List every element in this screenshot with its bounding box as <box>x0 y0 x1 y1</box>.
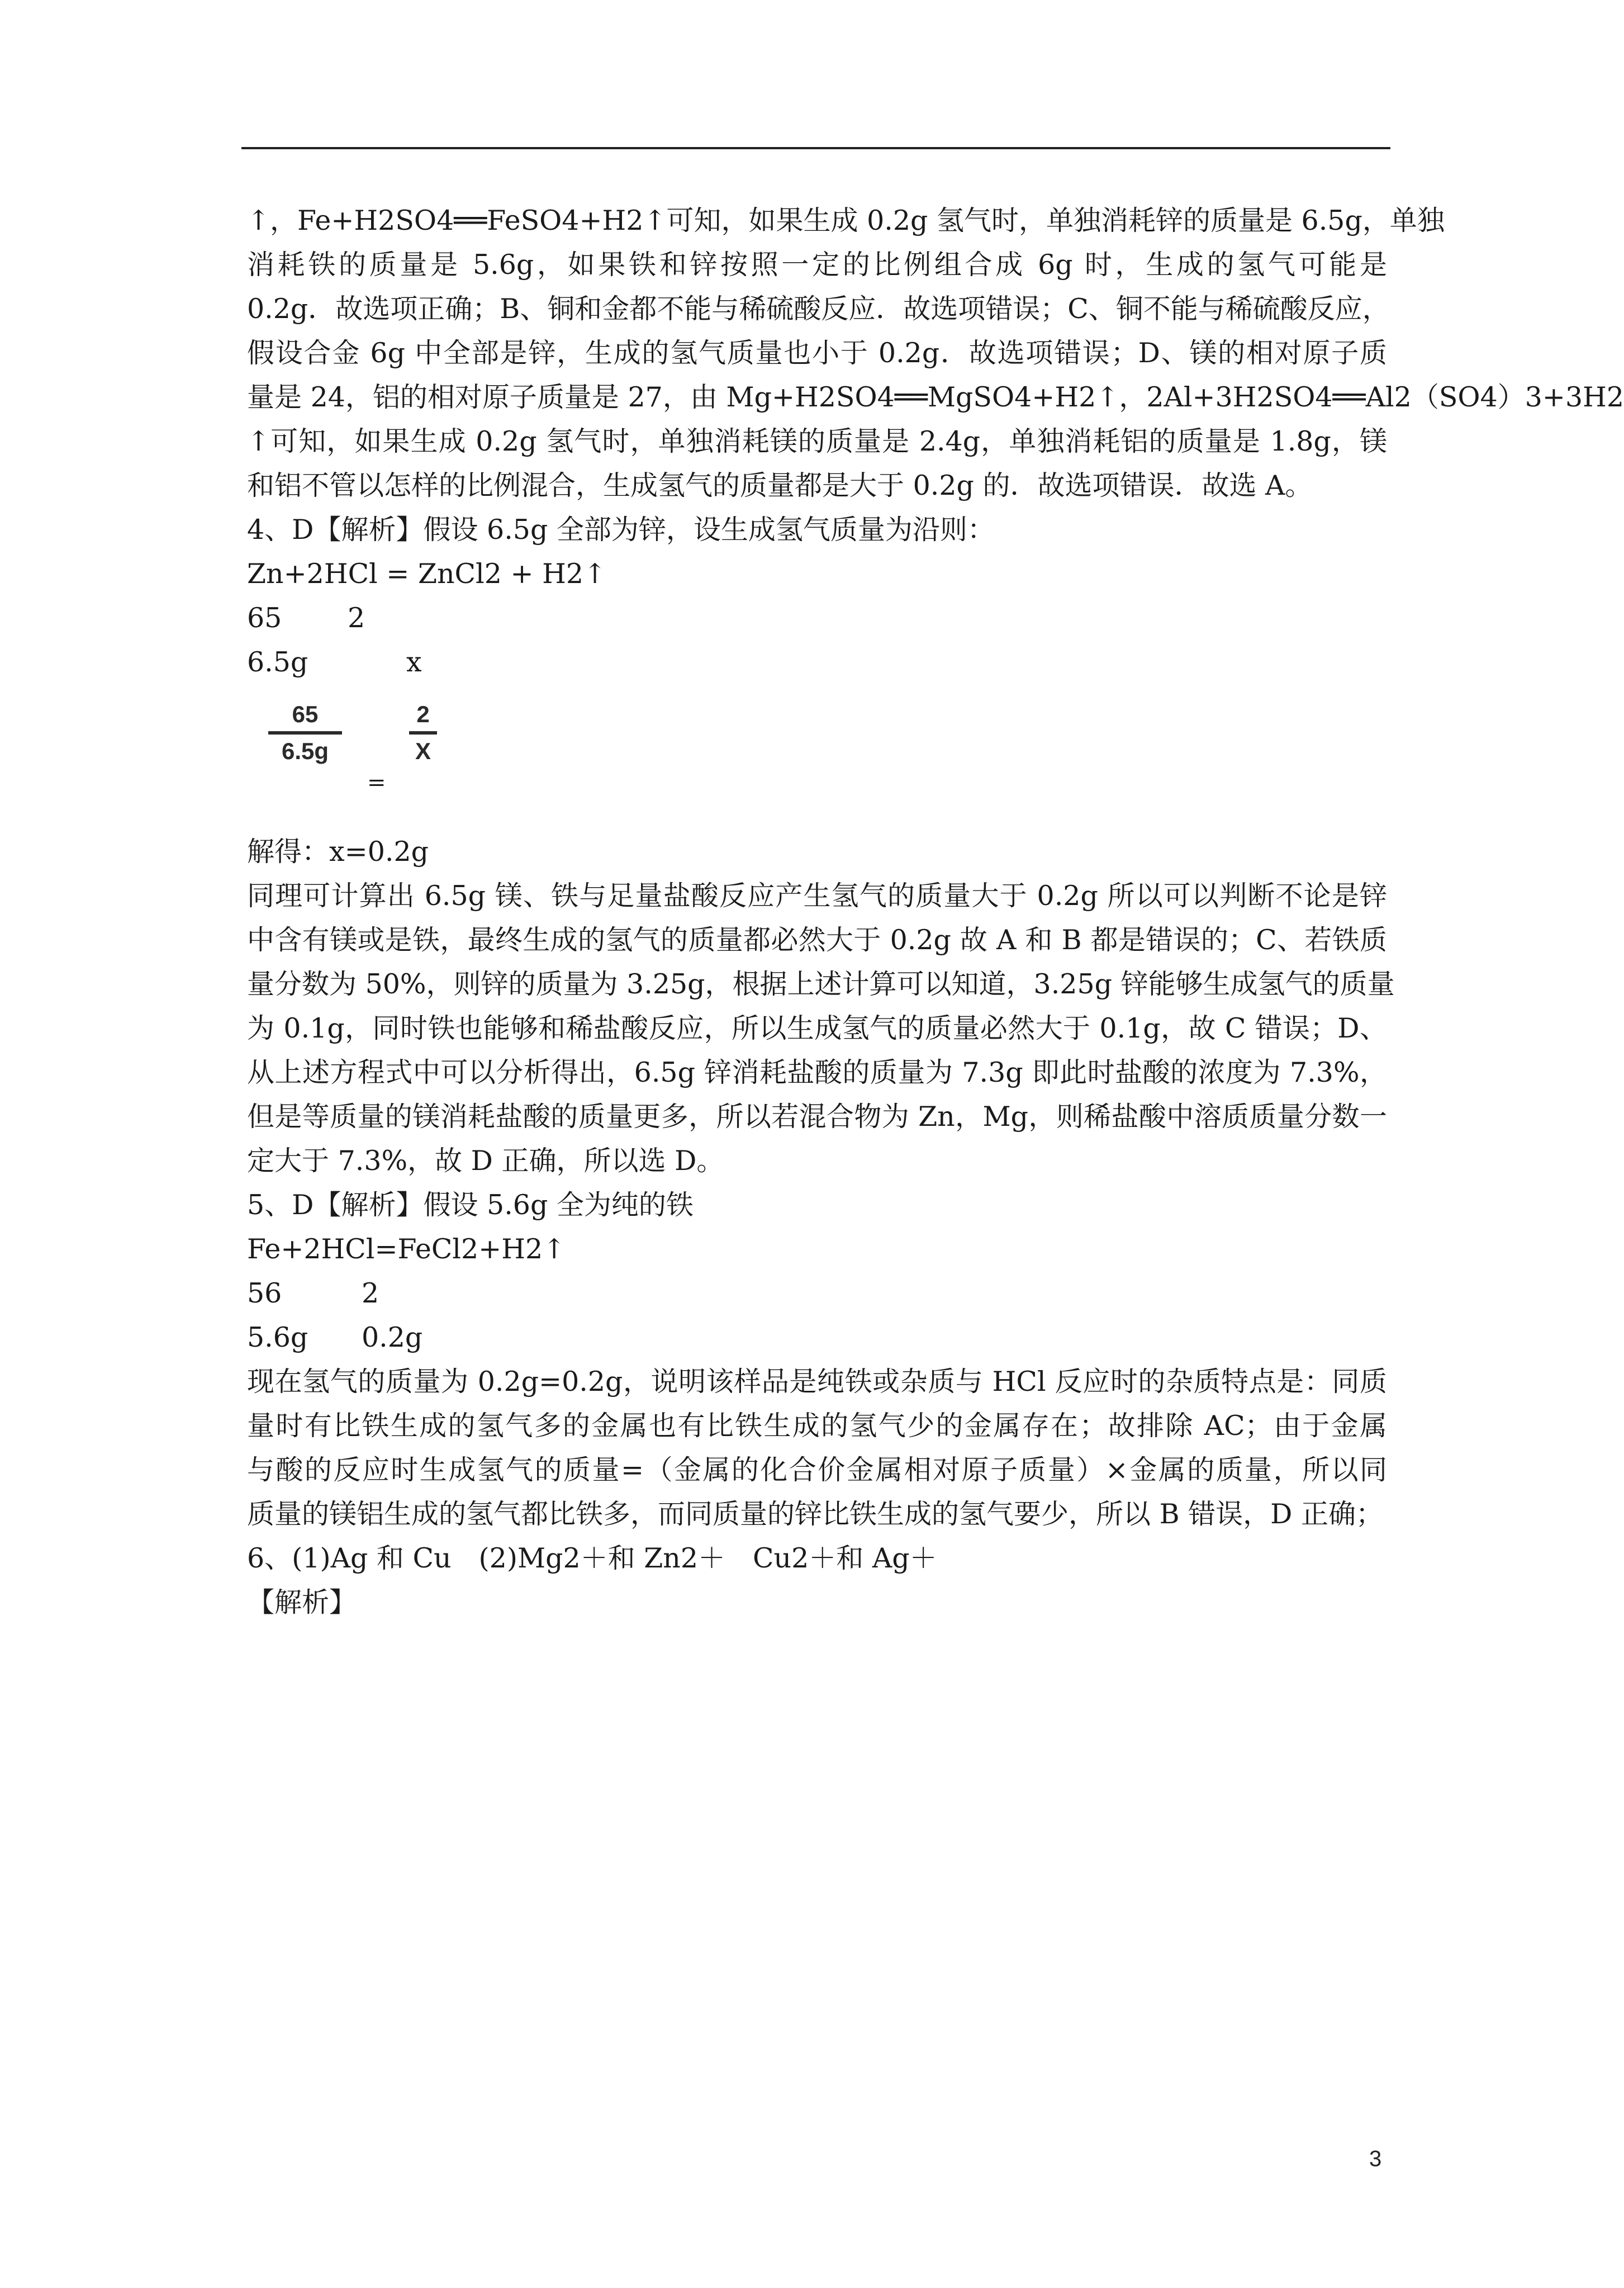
text-line: 现在氢气的质量为 0.2g=0.2g，说明该样品是纯铁或杂质与 HCl 反应时的杂质特点是：同质 <box>247 1366 1387 1398</box>
fraction-right-denominator: X <box>415 738 431 764</box>
q5-row2-left: 5.6g <box>247 1321 308 1353</box>
fraction-bar <box>268 731 342 735</box>
text-line: 量时有比铁生成的氢气多的金属也有比铁生成的氢气少的金属存在；故排除 AC；由于金属 <box>247 1410 1387 1442</box>
text-line: 但是等质量的镁消耗盐酸的质量更多，所以若混合物为 Zn，Mg，则稀盐酸中溶质质量分数一 <box>247 1101 1387 1133</box>
q4-solution: 解得：x=0.2g <box>247 836 429 868</box>
q5-equation: Fe+2HCl=FeCl2+H2↑ <box>247 1233 566 1265</box>
page-number: 3 <box>1369 2147 1382 2171</box>
q5-row1-left: 56 <box>247 1277 282 1309</box>
q5-row2-right: 0.2g <box>362 1321 423 1353</box>
fraction-bar <box>409 731 437 735</box>
text-line: 量分数为 50%，则锌的质量为 3.25g，根据上述计算可以知道，3.25g 锌能够生成氢气的质量 <box>247 968 1395 1000</box>
page-body <box>247 198 1624 1624</box>
q5-intro: 5、D【解析】假设 5.6g 全为纯的铁 <box>247 1189 694 1221</box>
fraction-right-numerator: 2 <box>416 701 430 727</box>
q4-row2-left: 6.5g <box>247 646 308 678</box>
equals-sign: = <box>367 770 386 795</box>
text-line: 同理可计算出 6.5g 镁、铁与足量盐酸反应产生氢气的质量大于 0.2g 所以可以判断不论是锌 <box>247 880 1387 912</box>
text-line: 和铝不管以怎样的比例混合，生成氢气的质量都是大于 0.2g 的．故选项错误．故选 A。 <box>247 470 1313 501</box>
q6-analysis-heading: 【解析】 <box>247 1586 357 1618</box>
q6-answer: 6、(1)Ag 和 Cu (2)Mg2＋和 Zn2＋ Cu2＋和 Ag＋ <box>247 1542 937 1574</box>
q4-row1-right: 2 <box>348 602 365 634</box>
q4-row2-right: x <box>406 646 422 678</box>
text-line: 从上述方程式中可以分析得出，6.5g 锌消耗盐酸的质量为 7.3g 即此时盐酸的浓度为 7.3%， <box>247 1057 1387 1088</box>
text-line: 量是 24，铝的相对原子质量是 27，由 Mg+H2SO4══MgSO4+H2↑，2Al+3H2SO4══Al2（SO4）3+3H2 <box>247 381 1624 413</box>
text-line: 0.2g．故选项正确；B、铜和金都不能与稀硫酸反应．故选项错误；C、铜不能与稀硫酸反应， <box>247 293 1390 325</box>
text-line: 消耗铁的质量是 5.6g，如果铁和锌按照一定的比例组合成 6g 时，生成的氢气可能是 <box>247 249 1387 281</box>
q4-intro: 4、D【解析】假设 6.5g 全部为锌，设生成氢气质量为沿则： <box>247 514 995 546</box>
text-line: 为 0.1g，同时铁也能够和稀盐酸反应，所以生成氢气的质量必然大于 0.1g，故 C 错误；D、 <box>247 1012 1387 1044</box>
q5-ratio-row <box>247 1271 1387 1315</box>
fraction-left <box>268 701 342 765</box>
q5-value-row <box>247 1315 1387 1359</box>
text-line: ↑可知，如果生成 0.2g 氢气时，单独消耗镁的质量是 2.4g，单独消耗铝的质量是 1.8g，镁 <box>247 425 1387 457</box>
header-rule <box>241 147 1390 149</box>
q4-equation: Zn+2HCl = ZnCl2 + H2↑ <box>247 558 607 590</box>
fraction-right <box>409 701 437 765</box>
q4-ratio-row <box>247 596 1387 640</box>
q5-row1-right: 2 <box>362 1277 379 1309</box>
q4-fraction-equation <box>247 684 1387 830</box>
fraction-left-numerator: 65 <box>292 701 319 727</box>
text-line: 质量的镁铝生成的氢气都比铁多，而同质量的锌比铁生成的氢气要少，所以 B 错误，D 正确； <box>247 1498 1384 1530</box>
q4-value-row <box>247 640 1387 684</box>
text-line: 假设合金 6g 中全部是锌，生成的氢气质量也小于 0.2g．故选项错误；D、镁的相对原子质 <box>247 337 1387 369</box>
q4-row1-left: 65 <box>247 602 282 634</box>
text-line: 定大于 7.3%，故 D 正确，所以选 D。 <box>247 1145 724 1177</box>
text-line: 与酸的反应时生成氢气的质量=（金属的化合价金属相对原子质量）×金属的质量，所以同 <box>247 1454 1387 1486</box>
fraction-left-denominator: 6.5g <box>281 738 329 764</box>
text-line: 中含有镁或是铁，最终生成的氢气的质量都必然大于 0.2g 故 A 和 B 都是错误的；C、若铁质 <box>247 924 1387 956</box>
text-line: ↑，Fe+H2SO4══FeSO4+H2↑可知，如果生成 0.2g 氢气时，单独消耗锌的质量是 6.5g，单独 <box>247 205 1445 236</box>
